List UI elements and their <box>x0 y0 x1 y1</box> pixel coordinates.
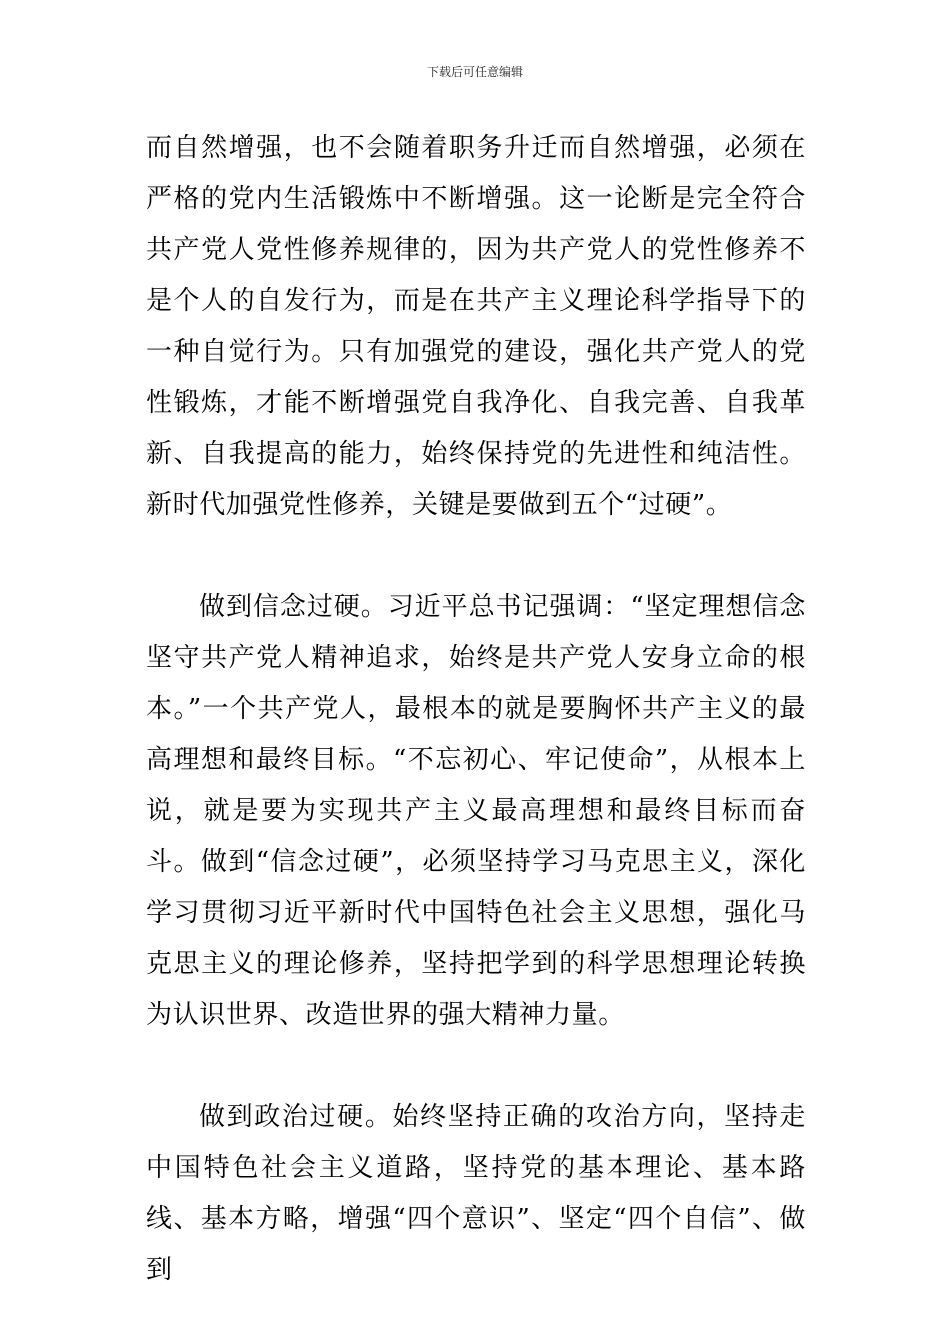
paragraph-firm-politics: 做到政治过硬。始终坚持正确的攻治方向，坚持走中国特色社会主义道路，坚持党的基本理论、基本路线、基本方略，增强“四个意识”、坚定“四个自信”、做到 <box>146 1102 806 1285</box>
paragraph-party-spirit-cultivation: 而自然增强，也不会随着职务升迁而自然增强，必须在严格的党内生活锻炼中不断增强。这一论断是完全符合共产党人党性修养规律的，因为共产党人的党性修养不是个人的自发行为，而是在共产主义理论科学指导下的一种自觉行为。只有加强党的建设，强化共产党人的党性锻炼，才能不断增强党自我净化、自我完善、自我革新、自我提高的能力，始终保持党的先进性和纯洁性。新时代加强党性修养，关键是要做到五个“过硬”。 <box>146 133 806 520</box>
paragraph-spacer <box>146 1041 806 1092</box>
paragraph-firm-belief: 做到信念过硬。习近平总书记强调：“坚定理想信念坚守共产党人精神追求，始终是共产党人安身立命的根本。”一个共产党人，最根本的就是要胸怀共产主义的最高理想和最终目标。“不忘初心、牢记使命”，从根本上说，就是要为实现共产主义最高理想和最终目标而奋斗。做到“信念过硬”，必须坚持学习马克思主义，深化学习贯彻习近平新时代中国特色社会主义思想，强化马克思主义的理论修养，坚持把学到的科学思想理论转换为认识世界、改造世界的强大精神力量。 <box>146 592 806 1030</box>
document-body <box>146 123 806 1296</box>
page-header-note: 下载后可任意编辑 <box>426 65 523 79</box>
paragraph-spacer <box>146 531 806 582</box>
